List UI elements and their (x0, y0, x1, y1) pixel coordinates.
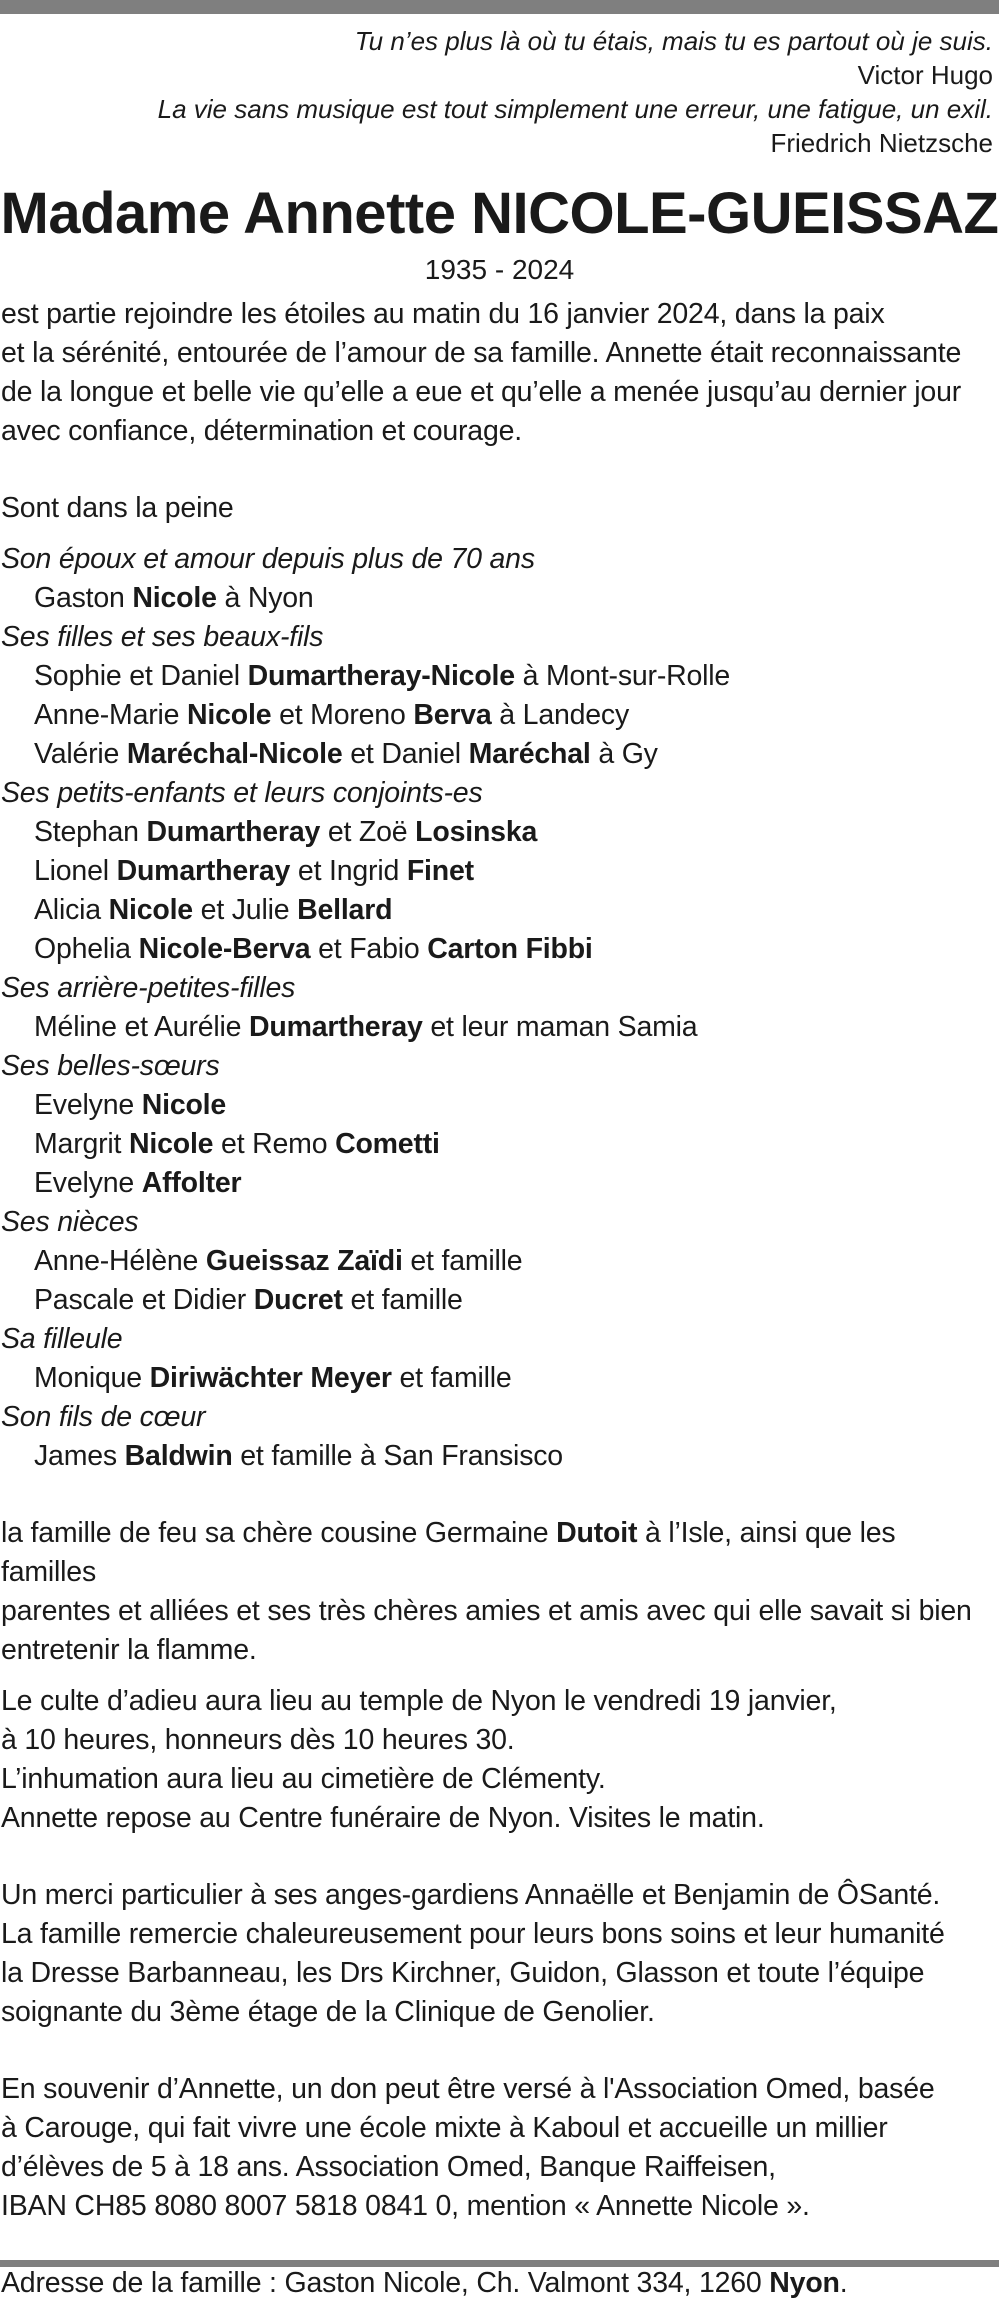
text-line: L’inhumation aura lieu au cimetière de Clémenty. (1, 1763, 606, 1795)
bottom-rule (0, 2260, 999, 2267)
family-member (1, 1281, 997, 1320)
text-line (1, 1592, 997, 1631)
epigraph (158, 24, 993, 160)
text-run: et Fabio (310, 933, 428, 965)
surname: Berva (413, 699, 492, 731)
text-run: Margrit (34, 1128, 129, 1160)
text-run: entretenir la flamme. (1, 1634, 257, 1666)
family-member (1, 1008, 997, 1047)
surname: Baldwin (124, 1440, 233, 1472)
surname: Dumartheray (249, 1011, 423, 1043)
relation-heading: Ses nièces (1, 1206, 139, 1238)
text-run: et Moreno (271, 699, 414, 731)
text-run: Monique (34, 1362, 150, 1394)
relation-heading: Ses petits-enfants et leurs conjoints-es (1, 777, 483, 809)
text-run: Adresse de la famille : Gaston Nicole, Ch. Valmont 334, 1260 (1, 2267, 770, 2299)
ceremony-paragraph (1, 1682, 997, 1838)
text-run: et leur maman Samia (422, 1011, 698, 1043)
text-line (1, 1631, 997, 1670)
text-run: et Ingrid (290, 855, 407, 887)
surname: Cometti (335, 1128, 440, 1160)
surname: Bellard (297, 894, 393, 926)
text-run: à Mont-sur-Rolle (514, 660, 731, 692)
text-run: Pascale et Didier (34, 1284, 254, 1316)
relation-heading: Ses filles et ses beaux-fils (1, 621, 324, 653)
intro-paragraph (1, 295, 997, 451)
family-member (1, 1125, 997, 1164)
surname: Gueissaz Zaïdi (205, 1245, 403, 1277)
text-run: Alicia (34, 894, 109, 926)
text-run: James (34, 1440, 125, 1472)
relation-heading: Sa filleule (1, 1323, 123, 1355)
surname: Maréchal (468, 738, 591, 770)
thanks-paragraph (1, 1876, 997, 2032)
extended-family-paragraph (1, 1514, 997, 1670)
surname: Ducret (253, 1284, 343, 1316)
surname: Nyon (769, 2267, 840, 2299)
text-run: Valérie (34, 738, 127, 770)
relation-heading: Son époux et amour depuis plus de 70 ans (1, 543, 535, 575)
text-run: . (839, 2267, 848, 2299)
text-run: et Daniel (342, 738, 469, 770)
text-line: Le culte d’adieu aura lieu au temple de Nyon le vendredi 19 janvier, (1, 1685, 837, 1717)
text-run: à Nyon (216, 582, 314, 614)
text-line: soignante du 3ème étage de la Clinique de Genolier. (1, 1996, 655, 2028)
text-run: Evelyne (34, 1089, 142, 1121)
surname: Nicole-Berva (138, 933, 311, 965)
relation-heading: Son fils de cœur (1, 1401, 206, 1433)
text-run: parentes et alliées et ses très chères amies et amis avec qui elle savait si bien (1, 1595, 972, 1627)
text-line (1, 1514, 997, 1592)
mourners-heading: Sont dans la peine (1, 492, 234, 524)
quote-author: Friedrich Nietzsche (770, 128, 993, 158)
family-member (1, 1437, 997, 1476)
surname: Dumartheray (116, 855, 291, 887)
surname: Nicole (129, 1128, 214, 1160)
text-run: la famille de feu sa chère cousine Germaine (1, 1517, 557, 1549)
text-line: IBAN CH85 8080 8007 5818 0841 0, mention « Annette Nicole ». (1, 2190, 810, 2222)
text-run: Ophelia (34, 933, 139, 965)
text-line: Annette repose au Centre funéraire de Nyon. Visites le matin. (1, 1802, 765, 1834)
text-run: et famille à San Fransisco (232, 1440, 563, 1472)
family-member (1, 579, 997, 618)
text-run: Gaston (34, 582, 133, 614)
text-run: et famille (402, 1245, 523, 1277)
quote-author: Victor Hugo (857, 60, 993, 90)
surname: Dutoit (556, 1517, 638, 1549)
family-member (1, 1359, 997, 1398)
surname: Nicole (108, 894, 193, 926)
text-run: à Gy (590, 738, 658, 770)
family-member (1, 930, 997, 969)
family-list (1, 540, 997, 1476)
text-run: Anne-Hélène (34, 1245, 206, 1277)
surname: Carton Fibbi (427, 933, 593, 965)
text-run: Stephan (34, 816, 147, 848)
text-run: et Zoë (320, 816, 416, 848)
surname: Maréchal-Nicole (126, 738, 343, 770)
donation-paragraph (1, 2070, 997, 2226)
family-member (1, 813, 997, 852)
text-run: et Julie (192, 894, 298, 926)
text-run: à l’Isle, ainsi que les familles (1, 1517, 896, 1588)
text-run: Evelyne (34, 1167, 142, 1199)
family-member (1, 1086, 997, 1125)
relation-heading: Ses belles-sœurs (1, 1050, 220, 1082)
relation-heading: Ses arrière-petites-filles (1, 972, 296, 1004)
family-member (1, 1242, 997, 1281)
text-line: la Dresse Barbanneau, les Drs Kirchner, Guidon, Glasson et toute l’équipe (1, 1957, 925, 1989)
top-rule (0, 0, 999, 14)
surname: Dumartheray-Nicole (247, 660, 515, 692)
text-line: avec confiance, détermination et courage. (1, 415, 522, 447)
family-member (1, 657, 997, 696)
text-line: est partie rejoindre les étoiles au matin du 16 janvier 2024, dans la paix (1, 298, 885, 330)
text-run: et famille (391, 1362, 512, 1394)
text-run: et famille (342, 1284, 463, 1316)
obituary-body (1, 295, 997, 2303)
text-run: Anne-Marie (34, 699, 188, 731)
text-run: Sophie et Daniel (34, 660, 248, 692)
family-member (1, 696, 997, 735)
quote-text: La vie sans musique est tout simplement une erreur, une fatigue, un exil. (157, 94, 993, 124)
family-address (1, 2264, 997, 2303)
family-member (1, 1164, 997, 1203)
surname: Affolter (141, 1167, 242, 1199)
deceased-name: Madame Annette NICOLE-GUEISSAZ (0, 181, 999, 246)
text-line: à Carouge, qui fait vivre une école mixte à Kaboul et accueille un millier (1, 2112, 888, 2144)
surname: Losinska (415, 816, 538, 848)
quote-text: Tu n’es plus là où tu étais, mais tu es partout où je suis. (354, 26, 993, 56)
surname: Nicole (132, 582, 217, 614)
text-line: La famille remercie chaleureusement pour leurs bons soins et leur humanité (1, 1918, 945, 1950)
family-member (1, 735, 997, 774)
text-line: à 10 heures, honneurs dès 10 heures 30. (1, 1724, 515, 1756)
text-line: En souvenir d’Annette, un don peut être versé à l'Association Omed, basée (1, 2073, 935, 2105)
surname: Nicole (141, 1089, 227, 1121)
text-line: et la sérénité, entourée de l’amour de sa famille. Annette était reconnaissante (1, 337, 962, 369)
surname: Dumartheray (146, 816, 321, 848)
text-run: Méline et Aurélie (34, 1011, 250, 1043)
text-line: d’élèves de 5 à 18 ans. Association Omed, Banque Raiffeisen, (1, 2151, 776, 2183)
surname: Diriwächter Meyer (149, 1362, 392, 1394)
family-member (1, 891, 997, 930)
text-line: de la longue et belle vie qu’elle a eue et qu’elle a menée jusqu’au dernier jour (1, 376, 962, 408)
surname: Nicole (187, 699, 272, 731)
text-run: Lionel (34, 855, 117, 887)
text-line: Un merci particulier à ses anges-gardiens Annaëlle et Benjamin de ÔSanté. (1, 1879, 941, 1911)
family-member (1, 852, 997, 891)
text-run: à Landecy (491, 699, 630, 731)
surname: Finet (406, 855, 474, 887)
text-run: et Remo (213, 1128, 336, 1160)
deceased-years: 1935 - 2024 (424, 254, 575, 285)
